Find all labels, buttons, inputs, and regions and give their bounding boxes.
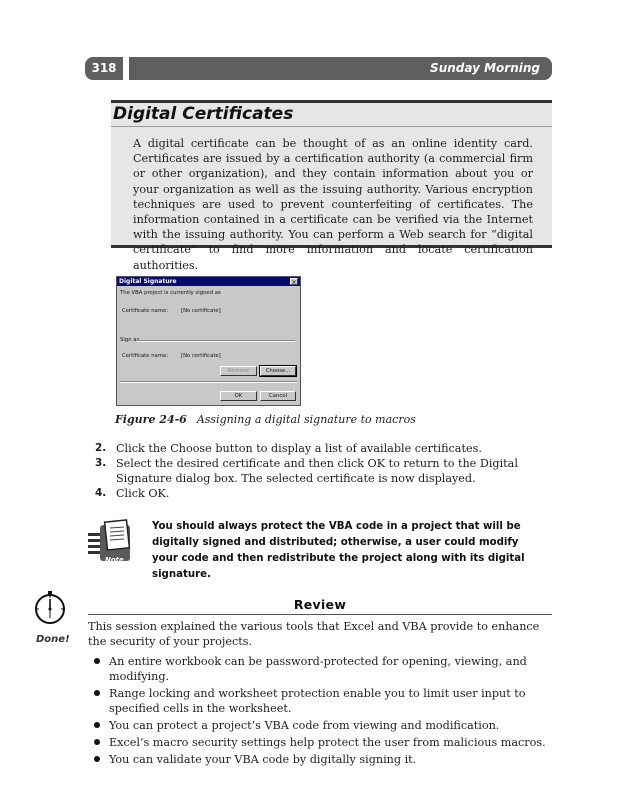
sidebar-divider: [111, 126, 552, 127]
step-number: 4.: [95, 487, 107, 499]
digital-signature-dialog: [116, 276, 301, 406]
note-icon: [88, 519, 142, 567]
bullet-text: Range locking and worksheet protection enable you to limit user input to specified cells in the worksheet.: [109, 687, 526, 715]
list-item: [92, 718, 552, 733]
bullet-text: An entire workbook can be password-protected for opening, viewing, and modifying.: [109, 655, 527, 683]
cert-name-label-2: Certificate name:: [122, 353, 169, 359]
sidebar-title: Digital Certificates: [113, 104, 294, 124]
close-icon[interactable]: ×: [291, 279, 297, 286]
cert-name-value-1: [No certificate]: [181, 308, 221, 314]
step-text: Select the desired certificate and then click OK to return to the Digital Signature dialog box. The selected certificate is now displayed.: [116, 457, 518, 485]
bullet-icon: [94, 722, 100, 728]
signed-status-label: The VBA project is currently signed as: [120, 290, 221, 296]
remove-button[interactable]: Remove: [220, 366, 257, 376]
bullet-icon: [94, 658, 100, 664]
done-label: Done!: [36, 634, 70, 645]
review-intro: This session explained the various tools that Excel and VBA provide to enhance the security of your projects.: [88, 620, 540, 648]
choose-button[interactable]: Choose...: [260, 366, 296, 376]
note-text: You should always protect the VBA code in a project that will be digitally signed and distributed; otherwise, a user could modify your code and then redistribute the project along with its digital signature.: [152, 521, 525, 580]
review-bullet-list: [92, 654, 552, 769]
dialog-title-bar: [117, 277, 300, 286]
bullet-icon: [94, 756, 100, 762]
step-item: [95, 441, 545, 456]
list-item: [92, 686, 552, 716]
sidebar-body: A digital certificate can be thought of as an online identity card. Certificates are issued by a certification authority (a commercial firm or other organization), and they contain information about you or your organization as well as the issuing authority. Various encryption techniques are used to prevent counterfeiting of certificates. The information contained in a certificate can be verified via the Internet with the issuing authority. You can perform a Web search for “digital certificate” to find more information and locate certification authorities.: [133, 137, 533, 272]
steps-list: [95, 441, 545, 501]
bullet-icon: [94, 690, 100, 696]
list-item: [92, 735, 552, 750]
figure-caption: [115, 413, 416, 426]
page-number: 318: [85, 57, 123, 80]
cancel-button[interactable]: Cancel: [260, 391, 296, 401]
bullet-icon: [94, 739, 100, 745]
sign-as-separator: [137, 340, 295, 342]
step-number: 3.: [95, 457, 107, 469]
note-icon-label: Note: [105, 556, 124, 564]
list-item: [92, 654, 552, 684]
figure-label: Figure 24-6: [115, 413, 187, 426]
cert-name-label-1: Certificate name:: [122, 308, 169, 314]
figure-caption-text: Assigning a digital signature to macros: [196, 413, 416, 426]
dialog-title: Digital Signature: [119, 278, 177, 285]
review-divider: [88, 614, 552, 615]
bullet-text: You can validate your VBA code by digitally signing it.: [109, 753, 417, 766]
list-item: [92, 752, 552, 767]
sign-as-label: Sign as: [120, 337, 140, 343]
dialog-separator: [120, 381, 297, 383]
step-item: [95, 456, 545, 486]
step-number: 2.: [95, 442, 107, 454]
ok-button[interactable]: OK: [220, 391, 257, 401]
running-header: Sunday Morning: [129, 57, 552, 80]
step-text: Click OK.: [116, 487, 170, 500]
bullet-text: Excel’s macro security settings help protect the user from malicious macros.: [109, 736, 546, 749]
stopwatch-icon: [32, 590, 68, 626]
step-item: [95, 486, 545, 501]
step-text: Click the Choose button to display a list of available certificates.: [116, 442, 482, 455]
review-heading: Review: [293, 597, 347, 612]
bullet-text: You can protect a project’s VBA code from viewing and modification.: [109, 719, 500, 732]
cert-name-value-2: [No certificate]: [181, 353, 221, 359]
